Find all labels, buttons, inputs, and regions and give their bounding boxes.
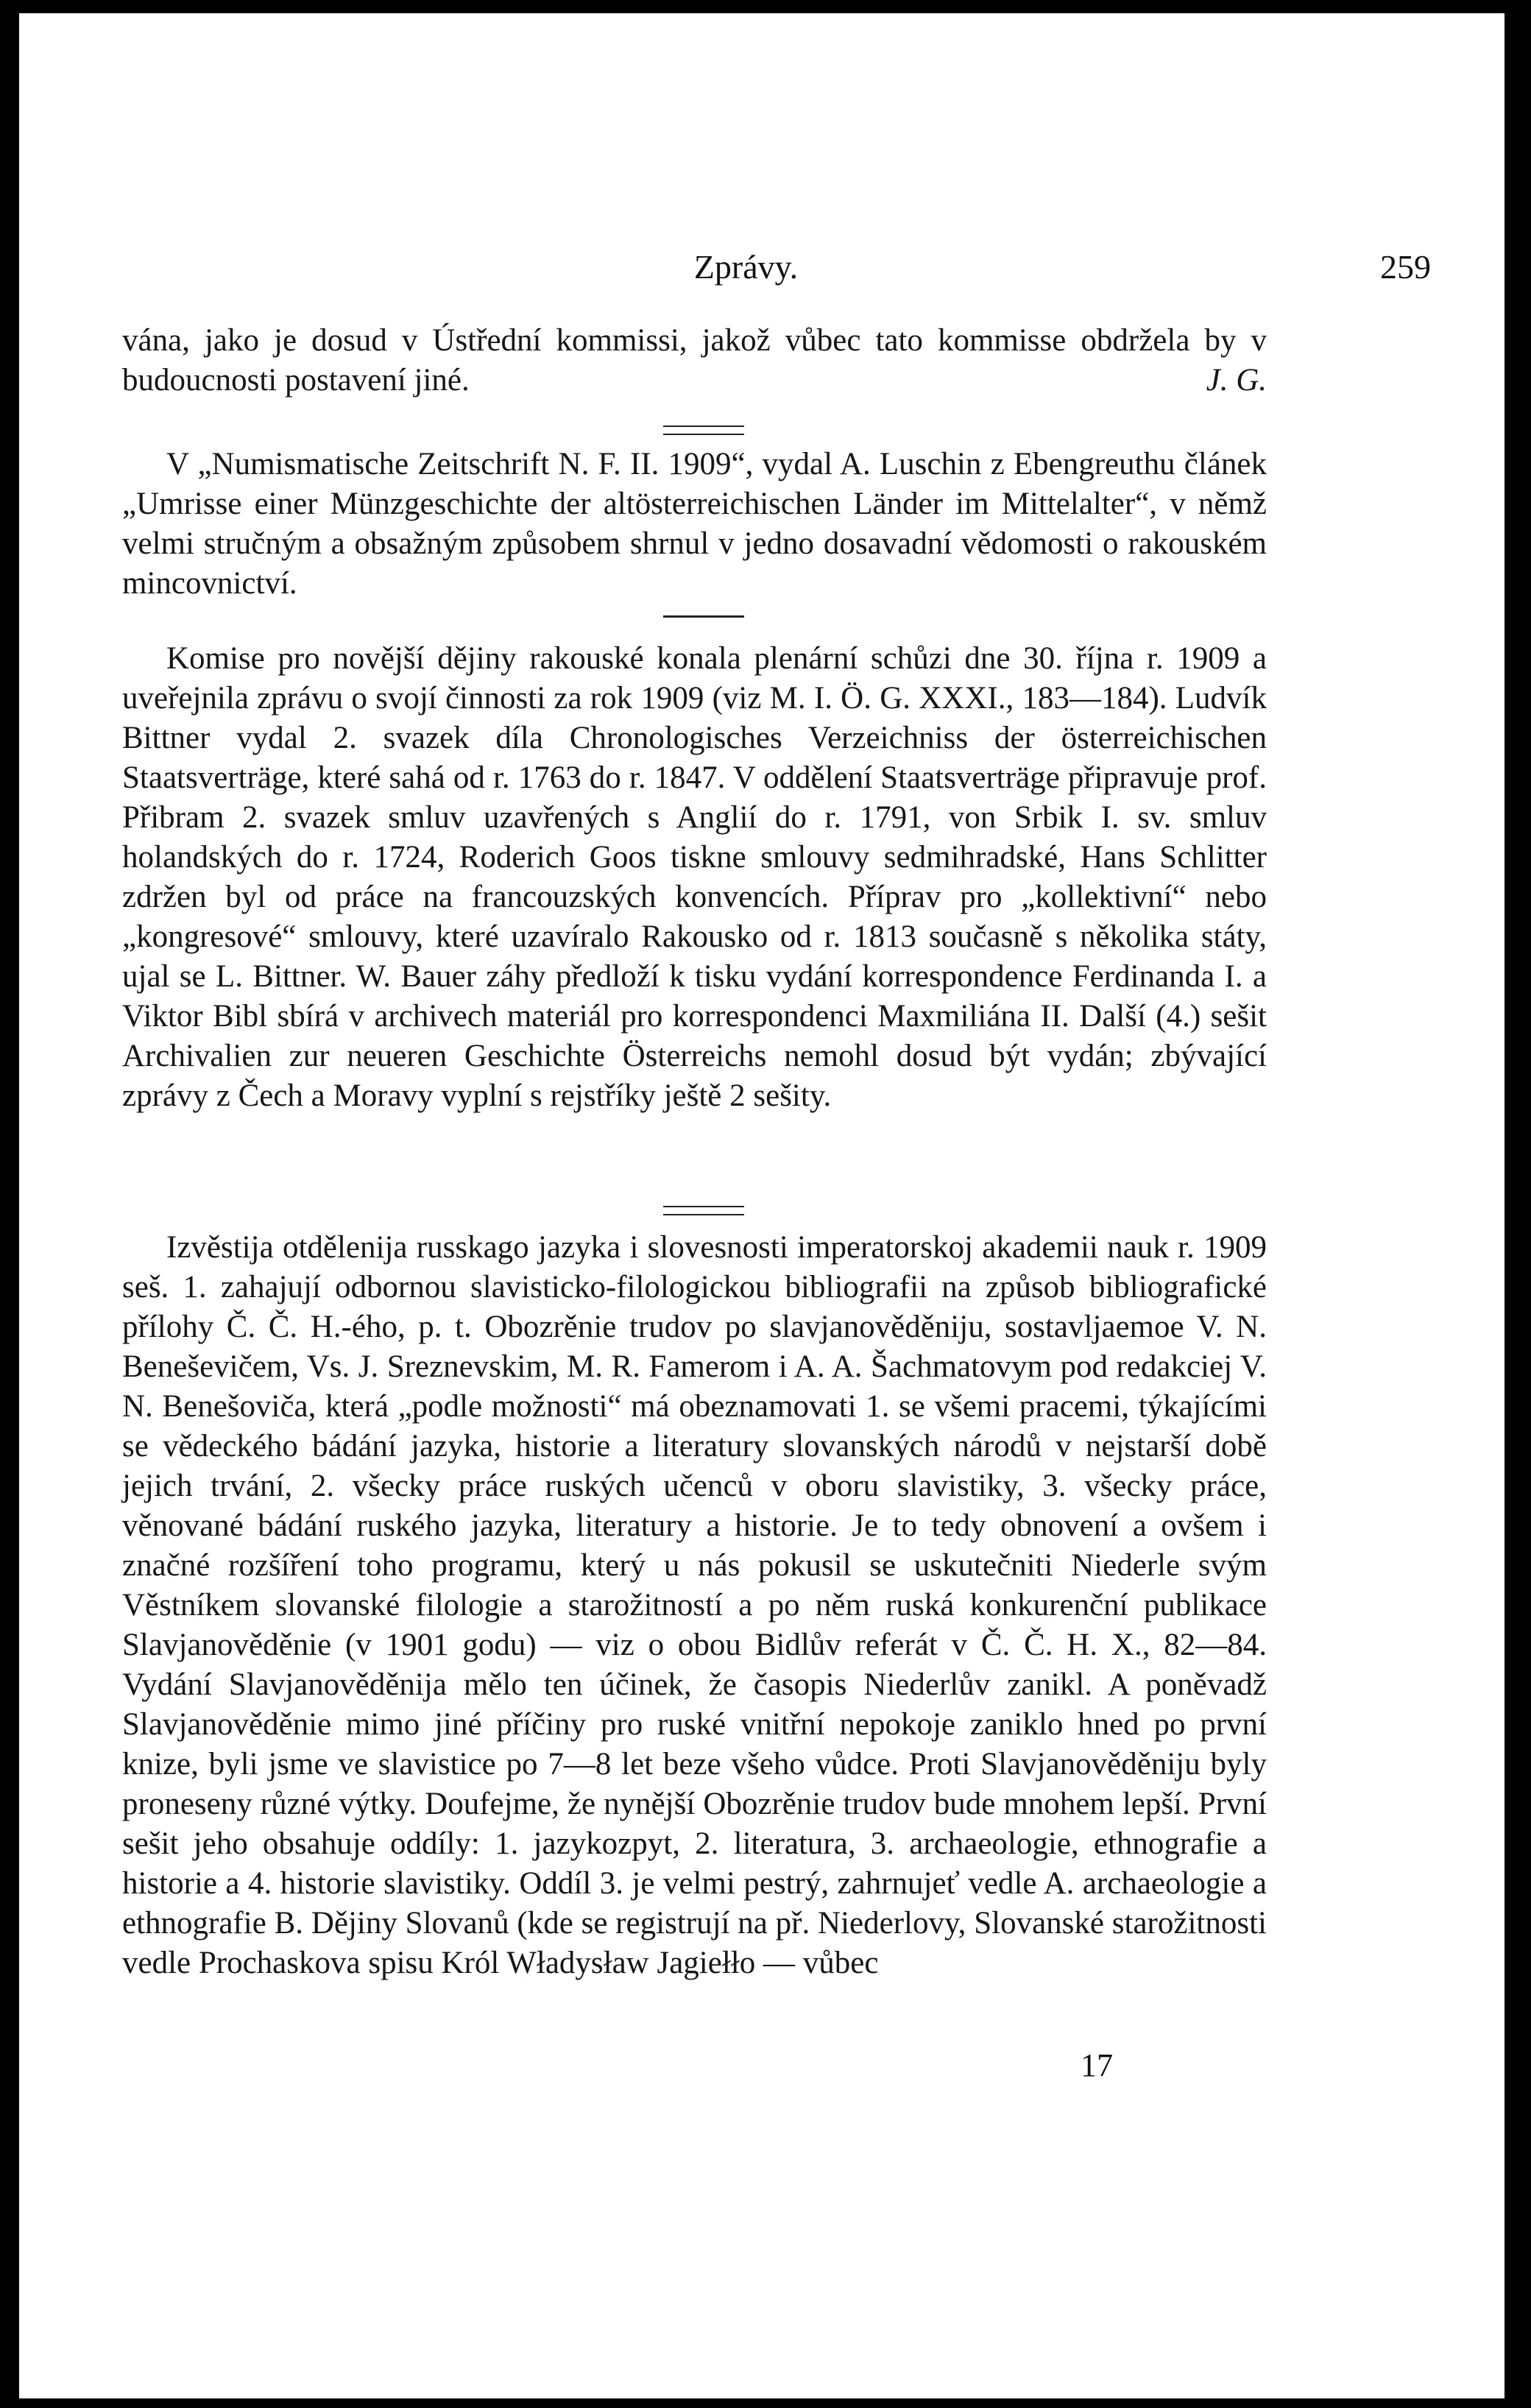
paragraph: Komise pro novější dějiny rakouské konala plenární schůzi dne 30. října r. 1909 a uveřejnila zprávu o svojí činnosti za rok 1909 (viz M. I. Ö. G. XXXI., 183—184). Ludvík Bittner vydal 2. svazek díla Chronologisches Verzeichniss der österreichischen Staatsverträge, které sahá od r. 1763 do r. 1847. V oddělení Staatsverträge připravuje prof. Přibram 2. svazek smluv uzavřených s Anglií do r. 1791, von Srbik I. sv. smluv holandských do r. 1724, Roderich Goos tiskne smlouvy sedmihradské, Hans Schlitter zdržen byl od práce na francouzských konvencích. Příprav pro „kollektivní“ nebo „kongresové“ smlouvy, které uzavíralo Rakousko od r. 1813 současně s několika státy, ujal se L. Bittner. W. Bauer záhy předloží k tisku vydání korrespondence Ferdinanda I. a Viktor Bibl sbírá v archivech materiál pro korrespondenci Maxmiliána II. Další (4.) sešit Archivalien zur neueren Geschichte Österreichs nemohl dosud být vydán; zbývající zprávy z Čech a Moravy vyplní s rejstříky ještě 2 sešity. [122, 641, 1267, 1113]
paragraph: V „Numismatische Zeitschrift N. F. II. 1909“, vydal A. Luschin z Ebengreuthu článek „Umrisse einer Münzgeschichte der altösterreichischen Länder im Mittelalter“, v němž velmi stručným a obsažným způsobem shrnul v jedno dosavadní vědomosti o rakouském mincovnictví. [122, 447, 1267, 601]
section-divider-single [663, 615, 744, 618]
page-number: 259 [1380, 248, 1431, 286]
section-divider-double [663, 1206, 744, 1215]
section-closing-paragraph [122, 321, 1267, 400]
paragraph-text: vána, jako je dosud v Ústřední kommissi, jakož vůbec tato kommisse obdržela by v budoucnosti postavení jiné. [122, 323, 1267, 398]
running-title: Zprávy. [693, 248, 799, 286]
page-header [19, 247, 1505, 292]
document-page [19, 13, 1505, 2398]
author-signature: J. G. [1206, 363, 1267, 398]
paragraph: Izvěstija otdělenija russkago jazyka i slovesnosti imperatorskoj akademii nauk r. 1909 seš. 1. zahajují odbornou slavisticko-filologickou bibliografii na způsob bibliografické přílohy Č. Č. H.-ého, p. t. Obozrěnie trudov po slavjanověděniju, sostavljaemoe V. N. Beneševičem, Vs. J. Sreznevskim, M. R. Famerom i A. A. Šachmatovym pod redakciej V. N. Benešoviča, která „podle možnosti“ má obeznamovati 1. se všemi pracemi, týkajícími se vědeckého bádání jazyka, historie a literatury slovanských národů v nejstarší době jejich trvání, 2. všecky práce ruských učenců v oboru slavistiky, 3. všecky práce, věnované bádání ruského jazyka, literatury a historie. Je to tedy obnovení a ovšem i značné rozšíření toho programu, který u nás pokusil se uskutečniti Niederle svým Věstníkem slovanské filologie a starožitností a po něm ruská konkurenční publikace Slavjanověděnie (v 1901 godu) — viz o obou Bidlův referát v Č. Č. H. X., 82—84. Vydání Slavjanověděnija mělo ten účinek, že časopis Niederlův zanikl. A poněvadž Slavjanověděnie mimo jiné příčiny pro ruské vnitřní nepokoje zaniklo hned po první knize, byli jsme ve slavistice po 7—8 let beze všeho vůdce. Proti Slavjanověděniju byly proneseny různé výtky. Doufejme, že nynější Obozrěnie trudov bude mnohem lepší. První sešit jeho obsahuje oddíly: 1. jazykozpyt, 2. literatura, 3. archaeologie, ethnografie a historie a 4. historie slavistiky. Oddíl 3. je velmi pestrý, zahrnujeť vedle A. archaeologie a ethnografie B. Dějiny Slovanů (kde se registrují na př. Niederlovy, Slovanské starožitnosti vedle Prochaskova spisu Król Władysław Jagiełło — vůbec [122, 1230, 1267, 1980]
section-izvestija [122, 1228, 1267, 1983]
section-numismatics [122, 445, 1267, 604]
section-commission [122, 639, 1267, 1116]
signature-mark: 17 [1081, 2047, 1113, 2083]
section-divider-double [663, 426, 744, 435]
paragraph [122, 321, 1267, 400]
